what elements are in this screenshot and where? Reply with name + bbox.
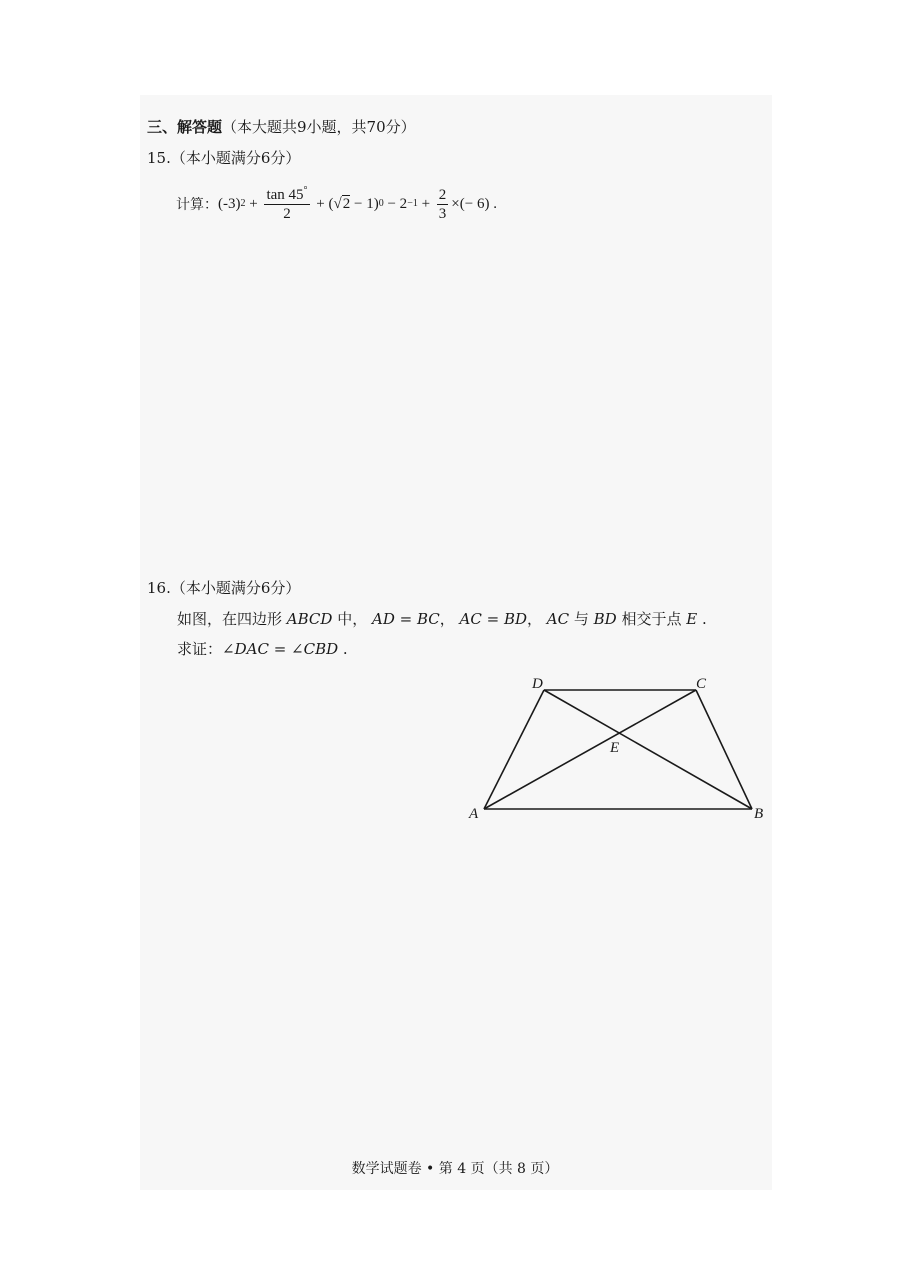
condition-ad-bc: AD = BC [371, 610, 440, 628]
degree-sign: ° [303, 184, 308, 196]
segment-ac: AC [546, 610, 570, 628]
fraction-tan45 [264, 186, 309, 223]
term-neg3: (-3) [218, 195, 241, 212]
page-footer: 数学试题卷 • 第 4 页（共 8 页） [351, 1161, 559, 1177]
point-e: E [686, 610, 698, 628]
sqrt-radicand: 2 [342, 196, 351, 212]
label-e: E [610, 740, 620, 756]
side-ad [484, 690, 544, 809]
q16-header [147, 578, 300, 598]
frac-denominator: 3 [438, 205, 447, 222]
section-note: （本大题共9小题，共70分） [222, 118, 416, 136]
frac-tan-numerator: tan 45 [266, 186, 304, 203]
q15-header [147, 148, 300, 168]
side-bc [696, 690, 752, 809]
segment-bd: BD [593, 610, 617, 628]
prove-label: 求证： [177, 640, 223, 658]
text-mid: 中， [332, 610, 368, 628]
label-b: B [754, 806, 764, 822]
frac-tan-denominator: 2 [283, 205, 291, 222]
section-title: 三、解答题 [147, 118, 223, 136]
prove-claim: ∠DAC = ∠CBD [222, 640, 339, 658]
quad-name: ABCD [286, 610, 333, 628]
fraction-two-thirds [437, 186, 449, 223]
trapezoid-figure [460, 668, 780, 833]
label-d: D [532, 676, 543, 692]
separator: ， [439, 610, 455, 628]
separator: ， [527, 610, 543, 628]
text-intro: 如图，在四边形 [177, 610, 287, 628]
op-plus-3: + [417, 195, 434, 212]
op-plus: + [245, 195, 262, 212]
diagonal-ac [484, 690, 696, 809]
condition-ac-bd: AC = BD [459, 610, 527, 628]
q16-statement [177, 609, 707, 629]
q15-lead: 计算： [176, 197, 218, 213]
minus-two: − 2 [383, 195, 408, 212]
label-a: A [469, 806, 479, 822]
text-intersect: 相交于点 [616, 610, 687, 628]
q16-score: （本小题满分6分） [170, 579, 301, 597]
times-neg6: ×(− 6) . [451, 195, 497, 212]
q15-number: 15. [147, 149, 171, 167]
label-c: C [696, 676, 707, 692]
text-and: 与 [569, 610, 594, 628]
section-heading [147, 117, 416, 137]
q15-expression: 计算： (-3) 2 + $\frac{\tan 45^\circ}{2}$ + ( √ 2 − 1) 0 − 2 −1 + $\frac{2}{3}$ ×(− 6) . [176, 184, 497, 222]
period: . [338, 640, 348, 658]
minus-one-paren: − 1) [350, 195, 379, 212]
q15-score: （本小题满分6分） [170, 149, 301, 167]
q16-number: 16. [147, 579, 171, 597]
frac-numerator: 2 [438, 186, 447, 203]
sqrt-sign: √ [333, 195, 342, 212]
diagonal-bd [544, 690, 752, 809]
op-plus-paren: + ( [312, 195, 334, 212]
q16-prove [177, 639, 348, 659]
period: . [697, 610, 707, 628]
